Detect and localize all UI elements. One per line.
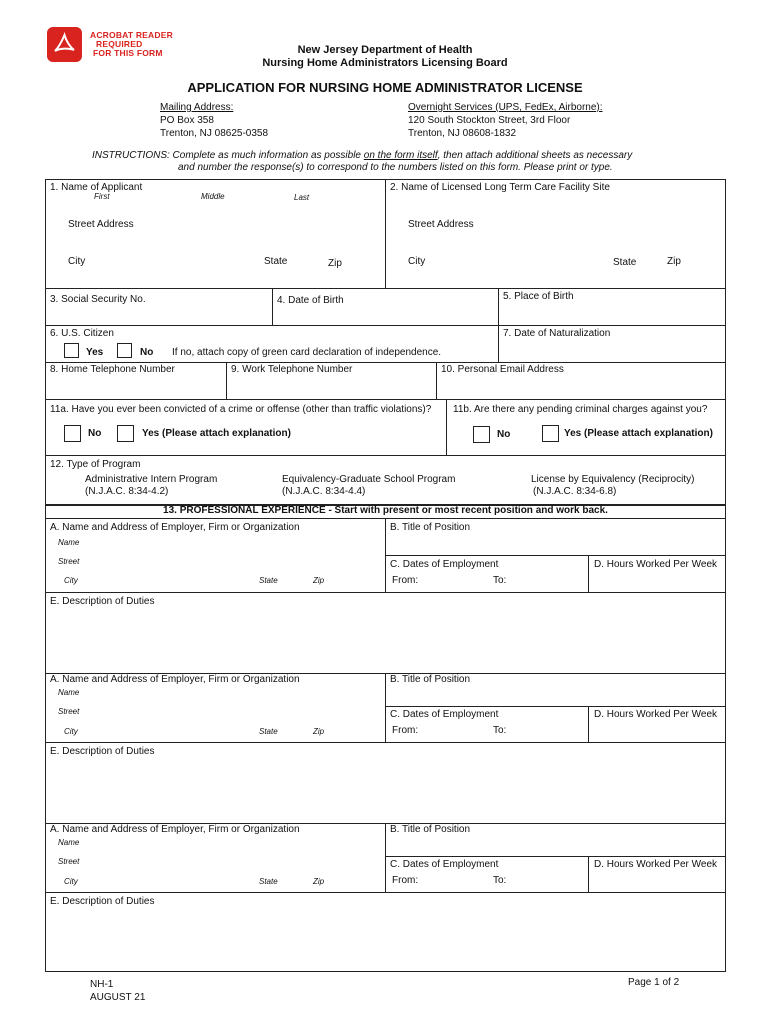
position-title-input-3[interactable] bbox=[386, 837, 725, 855]
type-program-label: 12. Type of Program bbox=[50, 459, 141, 470]
email-input[interactable] bbox=[437, 377, 725, 398]
from-label-1: From: bbox=[392, 575, 419, 586]
facility-zip-label: Zip bbox=[667, 256, 681, 267]
dob-input[interactable] bbox=[273, 308, 497, 324]
facility-street-label: Street Address bbox=[408, 219, 474, 230]
badge-line-3: FOR THIS FORM bbox=[93, 48, 163, 58]
applicant-street-input[interactable] bbox=[46, 232, 384, 250]
hours-label-1: D. Hours Worked Per Week bbox=[594, 559, 718, 570]
duties-label-1: E. Description of Duties bbox=[50, 596, 155, 607]
q11b-no-label: No bbox=[497, 429, 511, 440]
from-label-3: From: bbox=[392, 875, 419, 886]
facility-state-label: State bbox=[613, 257, 637, 268]
instructions-line-1: INSTRUCTIONS: Complete as much information as possible on the form itself, then attach additional sheets as necessary bbox=[92, 150, 633, 161]
employer-name-label-1: Name bbox=[58, 538, 80, 547]
mailing-line-1: PO Box 358 bbox=[160, 115, 214, 126]
state-label: State bbox=[264, 256, 288, 267]
place-of-birth-label: 5. Place of Birth bbox=[503, 291, 574, 302]
facility-name-input[interactable] bbox=[386, 196, 725, 214]
q11a-label: 11a. Have you ever been convicted of a crime or offense (other than traffic violations)? bbox=[50, 404, 432, 415]
facility-city-input[interactable] bbox=[386, 270, 725, 287]
duties-input-3[interactable] bbox=[46, 910, 725, 970]
q11a-no-checkbox[interactable] bbox=[64, 425, 81, 442]
citizen-yes-checkbox[interactable] bbox=[64, 343, 79, 358]
ssn-input[interactable] bbox=[46, 307, 271, 324]
program-reciprocity[interactable]: License by Equivalency (Reciprocity) bbox=[531, 474, 695, 485]
form-date: AUGUST 21 bbox=[90, 992, 146, 1003]
employer-label-2: A. Name and Address of Employer, Firm or Organization bbox=[50, 674, 300, 685]
employer-street-label-1: Street bbox=[58, 557, 80, 566]
duties-label-3: E. Description of Duties bbox=[50, 896, 155, 907]
position-title-label-1: B. Title of Position bbox=[390, 522, 471, 533]
place-of-birth-input[interactable] bbox=[499, 304, 725, 324]
q11b-yes-checkbox[interactable] bbox=[542, 425, 559, 442]
program-equivalency-graduate[interactable]: Equivalency-Graduate School Program bbox=[282, 474, 456, 485]
ssn-label: 3. Social Security No. bbox=[50, 294, 146, 305]
employer-name-label-3: Name bbox=[58, 838, 80, 847]
employer-state-label-3: State bbox=[259, 877, 278, 886]
employer-label-3: A. Name and Address of Employer, Firm or Organization bbox=[50, 824, 300, 835]
hours-label-3: D. Hours Worked Per Week bbox=[594, 859, 718, 870]
form-id: NH-1 bbox=[90, 979, 114, 990]
experience-heading: 13. PROFESSIONAL EXPERIENCE - Start with present or most recent position and work back. bbox=[163, 505, 608, 516]
q11a-no-label: No bbox=[88, 428, 102, 439]
duties-input-2[interactable] bbox=[46, 760, 725, 822]
q11b-label: 11b. Are there any pending criminal charges against you? bbox=[453, 404, 708, 415]
employer-street-input-1[interactable] bbox=[90, 555, 382, 568]
facility-city-label: City bbox=[408, 256, 426, 267]
us-citizen-label: 6. U.S. Citizen bbox=[50, 328, 114, 339]
employer-name-input-3[interactable] bbox=[90, 836, 382, 849]
last-label: Last bbox=[294, 193, 310, 202]
program-admin-intern-code: (N.J.A.C. 8:34-4.2) bbox=[85, 486, 169, 497]
q11b-yes-label: Yes (Please attach explanation) bbox=[564, 428, 713, 439]
to-label-3: To: bbox=[493, 875, 507, 886]
mailing-line-2: Trenton, NJ 08625-0358 bbox=[160, 128, 269, 139]
from-label-2: From: bbox=[392, 725, 419, 736]
employer-city-label-2: City bbox=[64, 727, 78, 736]
green-card-note: If no, attach copy of green card declaration of independence. bbox=[172, 347, 442, 358]
employer-street-input-2[interactable] bbox=[90, 705, 382, 718]
citizen-no-checkbox[interactable] bbox=[117, 343, 132, 358]
overnight-label: Overnight Services (UPS, FedEx, Airborne): bbox=[408, 102, 603, 113]
work-phone-label: 9. Work Telephone Number bbox=[231, 364, 353, 375]
position-title-label-2: B. Title of Position bbox=[390, 674, 471, 685]
home-phone-label: 8. Home Telephone Number bbox=[50, 364, 175, 375]
overnight-line-2: Trenton, NJ 08608-1832 bbox=[408, 128, 517, 139]
middle-label: Middle bbox=[201, 192, 225, 201]
program-equivalency-graduate-code: (N.J.A.C. 8:34-4.4) bbox=[282, 486, 366, 497]
street-address-label: Street Address bbox=[68, 219, 134, 230]
employer-street-label-3: Street bbox=[58, 857, 80, 866]
page-number: Page 1 of 2 bbox=[628, 977, 680, 988]
home-phone-input[interactable] bbox=[46, 377, 225, 398]
dates-label-3: C. Dates of Employment bbox=[390, 859, 499, 870]
hours-input-3[interactable] bbox=[589, 872, 725, 891]
applicant-name-input[interactable] bbox=[46, 202, 384, 216]
facility-site-label: 2. Name of Licensed Long Term Care Facility Site bbox=[390, 182, 610, 193]
employer-zip-label-3: Zip bbox=[313, 877, 325, 886]
badge-line-2: REQUIRED bbox=[96, 39, 143, 49]
zip-label: Zip bbox=[328, 258, 342, 269]
duties-label-2: E. Description of Duties bbox=[50, 746, 155, 757]
employer-city-label-1: City bbox=[64, 576, 78, 585]
naturalization-input[interactable] bbox=[499, 341, 725, 361]
badge-line-1: ACROBAT READER bbox=[90, 30, 173, 40]
employer-label-1: A. Name and Address of Employer, Firm or Organization bbox=[50, 522, 300, 533]
to-label-1: To: bbox=[493, 575, 507, 586]
city-label: City bbox=[68, 256, 86, 267]
employer-city-label-3: City bbox=[64, 877, 78, 886]
program-reciprocity-code: (N.J.A.C. 8:34-6.8) bbox=[533, 486, 617, 497]
employer-name-label-2: Name bbox=[58, 688, 80, 697]
employer-zip-label-2: Zip bbox=[313, 727, 325, 736]
facility-street-input[interactable] bbox=[386, 232, 725, 250]
employer-state-label-1: State bbox=[259, 576, 278, 585]
name-applicant-label: 1. Name of Applicant bbox=[50, 182, 143, 193]
mailing-label: Mailing Address: bbox=[160, 102, 234, 113]
overnight-line-1: 120 South Stockton Street, 3rd Floor bbox=[408, 115, 571, 126]
first-label: First bbox=[94, 192, 110, 201]
employer-name-input-1[interactable] bbox=[90, 536, 382, 549]
duties-input-1[interactable] bbox=[46, 610, 725, 672]
employer-street-label-2: Street bbox=[58, 707, 80, 716]
instructions-line-2: and number the response(s) to correspond to the numbers listed on this form. Please print or type. bbox=[178, 162, 613, 173]
q11a-yes-checkbox[interactable] bbox=[117, 425, 134, 442]
dob-label: 4. Date of Birth bbox=[277, 295, 344, 306]
page-title: APPLICATION FOR NURSING HOME ADMINISTRATOR LICENSE bbox=[187, 80, 583, 95]
employer-street-input-3[interactable] bbox=[90, 855, 382, 868]
employer-name-input-2[interactable] bbox=[90, 686, 382, 699]
position-title-label-3: B. Title of Position bbox=[390, 824, 471, 835]
dates-label-1: C. Dates of Employment bbox=[390, 559, 499, 570]
to-label-2: To: bbox=[493, 725, 507, 736]
board-name: Nursing Home Administrators Licensing Board bbox=[262, 57, 508, 69]
hours-input-1[interactable] bbox=[589, 572, 725, 591]
program-admin-intern[interactable]: Administrative Intern Program bbox=[85, 474, 218, 485]
hours-input-2[interactable] bbox=[589, 722, 725, 741]
work-phone-input[interactable] bbox=[227, 377, 435, 398]
department-name: New Jersey Department of Health bbox=[297, 44, 473, 56]
email-label: 10. Personal Email Address bbox=[441, 364, 564, 375]
hours-label-2: D. Hours Worked Per Week bbox=[594, 709, 718, 720]
employer-zip-label-1: Zip bbox=[313, 576, 325, 585]
position-title-input-2[interactable] bbox=[386, 687, 725, 705]
citizen-no-label: No bbox=[140, 347, 154, 358]
citizen-yes-label: Yes bbox=[86, 347, 104, 358]
naturalization-label: 7. Date of Naturalization bbox=[503, 328, 611, 339]
employer-state-label-2: State bbox=[259, 727, 278, 736]
applicant-city-input[interactable] bbox=[46, 270, 384, 287]
q11a-yes-label: Yes (Please attach explanation) bbox=[142, 428, 291, 439]
position-title-input-1[interactable] bbox=[386, 535, 725, 554]
q11b-no-checkbox[interactable] bbox=[473, 426, 490, 443]
dates-label-2: C. Dates of Employment bbox=[390, 709, 499, 720]
